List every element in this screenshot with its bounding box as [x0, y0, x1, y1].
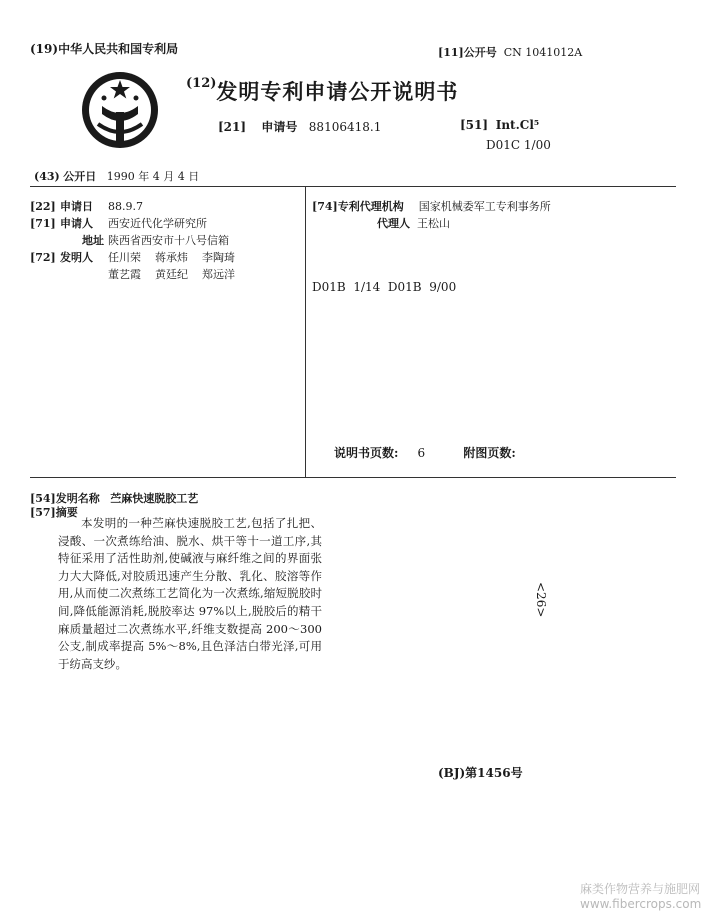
doc-type: 发明专利申请公开说明书: [216, 79, 459, 104]
int-class: [460, 118, 539, 132]
biblio-label: 申请日: [60, 200, 93, 213]
biblio-tag: [71]: [30, 217, 56, 230]
biblio-label: 代理人: [377, 217, 410, 230]
int-class-tag: [51]: [460, 118, 489, 132]
publication-date: [34, 168, 199, 184]
biblio-value: 西安近代化学研究所: [108, 217, 207, 230]
office-tag: (19): [30, 42, 59, 56]
extra-classification: D01B 1/14 D01B 9/00: [312, 280, 457, 294]
divider-top: [30, 186, 676, 187]
biblio-label: 申请人: [60, 217, 93, 230]
biblio-row: [30, 215, 207, 231]
abstract-text: 本发明的一种苎麻快速脱胶工艺,包括了扎把、浸酸、一次煮练给油、脱水、烘干等十一道工序,其特征采用了活性助剂,使碱液与麻纤维之间的界面张力大大降低,对胶质迅速产生分散、乳化、胶溶等作用,从而使二次煮练工艺简化为一次煮练,缩短脱胶时间,降低能源消耗,脱胶率达 97%以上,脱胶后的精干麻质量超过二次煮练水平,纤维支数提高 200～300 公支,制成率提高 5%～8%,且色泽洁白带光泽,可用于纺高支纱。: [58, 516, 322, 671]
biblio-row: [30, 232, 229, 248]
biblio-label: 发明人: [60, 251, 93, 264]
pub-number-label: 公开号: [463, 46, 497, 59]
emblem-icon: [78, 68, 162, 152]
title-label: 发明名称: [55, 492, 100, 505]
document-title: [186, 76, 458, 106]
biblio-value: 董艺霞 黄廷纪 郑远洋: [108, 268, 235, 281]
biblio-agency-row: [312, 198, 551, 214]
pub-date-label: 公开日: [63, 170, 97, 183]
biblio-value: 陕西省西安市十八号信箱: [108, 234, 229, 247]
pub-date-tag: (43): [34, 170, 60, 183]
divider-vertical: [305, 187, 306, 477]
pub-number-tag: [11]: [438, 46, 464, 59]
biblio-tag: [72]: [30, 251, 56, 264]
desc-pages-label: 说明书页数:: [334, 446, 399, 460]
doc-type-tag: (12): [186, 76, 217, 91]
application-number: [218, 118, 381, 135]
footer-code: (BJ)第1456号: [438, 766, 523, 780]
biblio-row: [30, 266, 235, 282]
abstract-tag: [57]: [30, 506, 56, 519]
int-class-label: Int.Cl⁵: [495, 118, 540, 132]
app-number-value: 88106418.1: [308, 120, 382, 134]
abstract-body: [58, 515, 322, 673]
desc-pages-value: 6: [417, 446, 426, 460]
app-number-tag: [21]: [218, 120, 247, 134]
app-number-label: 申请号: [261, 120, 298, 134]
pub-date-value: 1990 年 4 月 4 日: [106, 170, 200, 183]
biblio-tag: [74]: [312, 200, 338, 213]
divider-middle: [30, 477, 676, 478]
biblio-row: [30, 249, 235, 265]
site-watermark: 麻类作物营养与施肥网 www.fibercrops.com: [580, 882, 702, 911]
biblio-tag: [22]: [30, 200, 56, 213]
biblio-row: [30, 198, 143, 214]
title-tag: [54]: [30, 492, 56, 505]
biblio-label: 地址: [82, 234, 104, 247]
biblio-label: 专利代理机构: [337, 200, 404, 213]
abstract-label: 摘要: [55, 506, 78, 519]
biblio-agent-row: [312, 215, 450, 231]
side-code: <26>: [534, 582, 548, 618]
biblio-value: 王松山: [417, 217, 450, 230]
patent-office-emblem: [78, 68, 162, 152]
pub-number-value: CN 1041012A: [503, 46, 583, 59]
int-class-value: D01C 1/00: [486, 138, 551, 152]
biblio-value: 任川荣 蒋承炜 李陶琦: [108, 251, 235, 264]
biblio-value: 88.9.7: [108, 200, 143, 213]
office-name: 中华人民共和国专利局: [58, 42, 179, 56]
office-line: [30, 40, 178, 57]
biblio-value: 国家机械委军工专利事务所: [418, 200, 551, 213]
pub-number: [438, 44, 582, 60]
fig-pages-label: 附图页数:: [463, 446, 516, 460]
invention-title: 苎麻快速脱胶工艺: [110, 492, 199, 505]
page-counts: [334, 444, 516, 461]
